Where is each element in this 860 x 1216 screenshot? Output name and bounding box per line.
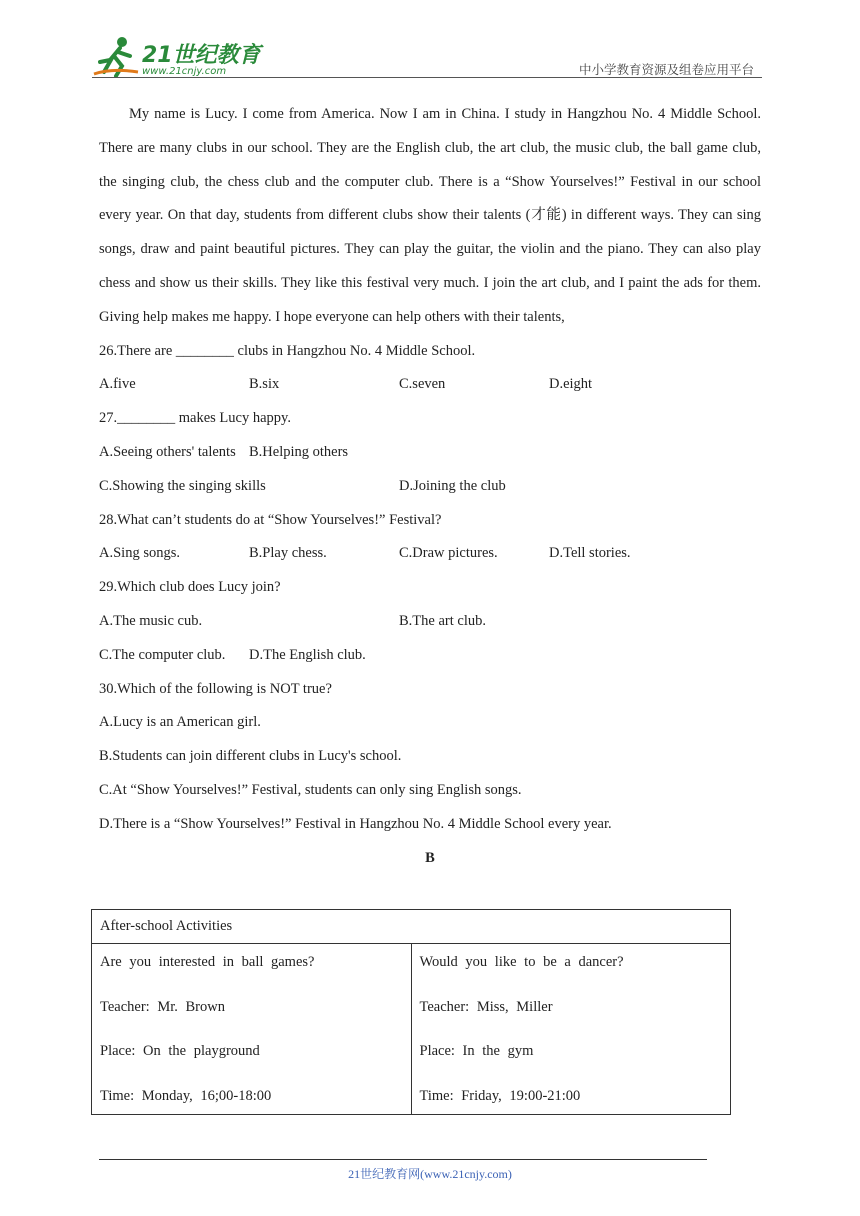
activity-question: Are you interested in ball games?: [100, 954, 315, 970]
option-c: C.seven: [399, 376, 446, 393]
option-d: D.There is a “Show Yourselves!” Festival in Hangzhou No. 4 Middle School every year.: [99, 815, 612, 832]
option-b: B.six: [249, 376, 280, 393]
options-row: [99, 605, 761, 639]
option-d: D.The English club.: [249, 646, 366, 663]
activity-teacher: Teacher: Mr. Brown: [100, 998, 225, 1015]
site-logo: [92, 34, 262, 78]
page-header: [92, 30, 762, 78]
option-c: C.At “Show Yourselves!” Festival, students can only sing English songs.: [99, 781, 522, 798]
activity-ball-games: [92, 944, 412, 1115]
logo-text: 21世纪教育: [142, 43, 261, 68]
question-stem: 30.Which of the following is NOT true?: [99, 680, 332, 697]
activity-teacher: Teacher: Miss, Miller: [419, 998, 553, 1015]
footer-link[interactable]: 21世纪教育网(www.21cnjy.com): [348, 1167, 512, 1181]
option-d: D.Joining the club: [399, 477, 506, 494]
options-row: [99, 639, 761, 673]
options-row: [99, 470, 761, 504]
activities-table: [91, 909, 731, 1115]
option-b: B.The art club.: [399, 612, 486, 629]
activity-place: Place: On the playground: [100, 1043, 260, 1059]
options-row: [99, 537, 761, 571]
option-a: A.Sing songs.: [99, 545, 180, 562]
runner-logo-icon: [92, 34, 140, 78]
options-row: [99, 436, 761, 470]
activity-time: Time: Monday, 16;00-18:00: [100, 1087, 272, 1104]
options-row: [99, 368, 761, 402]
activity-place: Place: In the gym: [419, 1043, 534, 1059]
footer-divider: [99, 1159, 707, 1160]
option-c: C.The computer club.: [99, 646, 226, 663]
question-stem: 28.What can’t students do at “Show Yourselves!” Festival?: [99, 511, 442, 528]
activity-time: Time: Friday, 19:00-21:00: [419, 1087, 581, 1104]
question-stem: 26.There are ________ clubs in Hangzhou No. 4 Middle School.: [99, 342, 476, 359]
option-a: A.Lucy is an American girl.: [99, 714, 261, 731]
option-b: B.Play chess.: [249, 545, 327, 562]
option-a: A.five: [99, 376, 136, 393]
header-divider: [92, 77, 762, 78]
activity-dance: [411, 944, 731, 1115]
table-title: After-school Activities: [92, 910, 731, 944]
reading-passage: My name is Lucy. I come from America. Now I am in China. I study in Hangzhou No. 4 Middle School. There are many clubs in our school. They are the English club, the art club, the music club, the ball game club, the singing club, the chess club and the computer club. There is a “Show Yourselves!” Festival in our school every year. On that day, students from different clubs show their talents (才能) in different ways. They can sing songs, draw and paint beautiful pictures. They can play the guitar, the violin and the piano. They can also play chess and show us their skills. They like this festival very much. I join the art club, and I paint the ads for them. Giving help makes me happy. I hope everyone can help others with their talents,: [99, 106, 761, 325]
document-body: [99, 98, 761, 875]
header-platform-name: 中小学教育资源及组卷应用平台: [578, 62, 754, 77]
option-d: D.Tell stories.: [549, 545, 631, 562]
activity-question: Would you like to be a dancer?: [419, 954, 624, 970]
option-b: B.Helping others: [249, 443, 349, 460]
question-stem: 27.________ makes Lucy happy.: [99, 410, 291, 427]
option-b: B.Students can join different clubs in Lucy's school.: [99, 748, 402, 765]
option-a: A.The music cub.: [99, 612, 203, 629]
section-b-title: B: [425, 849, 435, 866]
option-d: D.eight: [549, 376, 593, 393]
option-c: C.Draw pictures.: [399, 545, 498, 562]
logo-url: www.21cnjy.com: [142, 66, 227, 77]
question-stem: 29.Which club does Lucy join?: [99, 579, 281, 596]
option-c: C.Showing the singing skills: [99, 477, 266, 494]
option-a: A.Seeing others' talents: [99, 443, 236, 460]
